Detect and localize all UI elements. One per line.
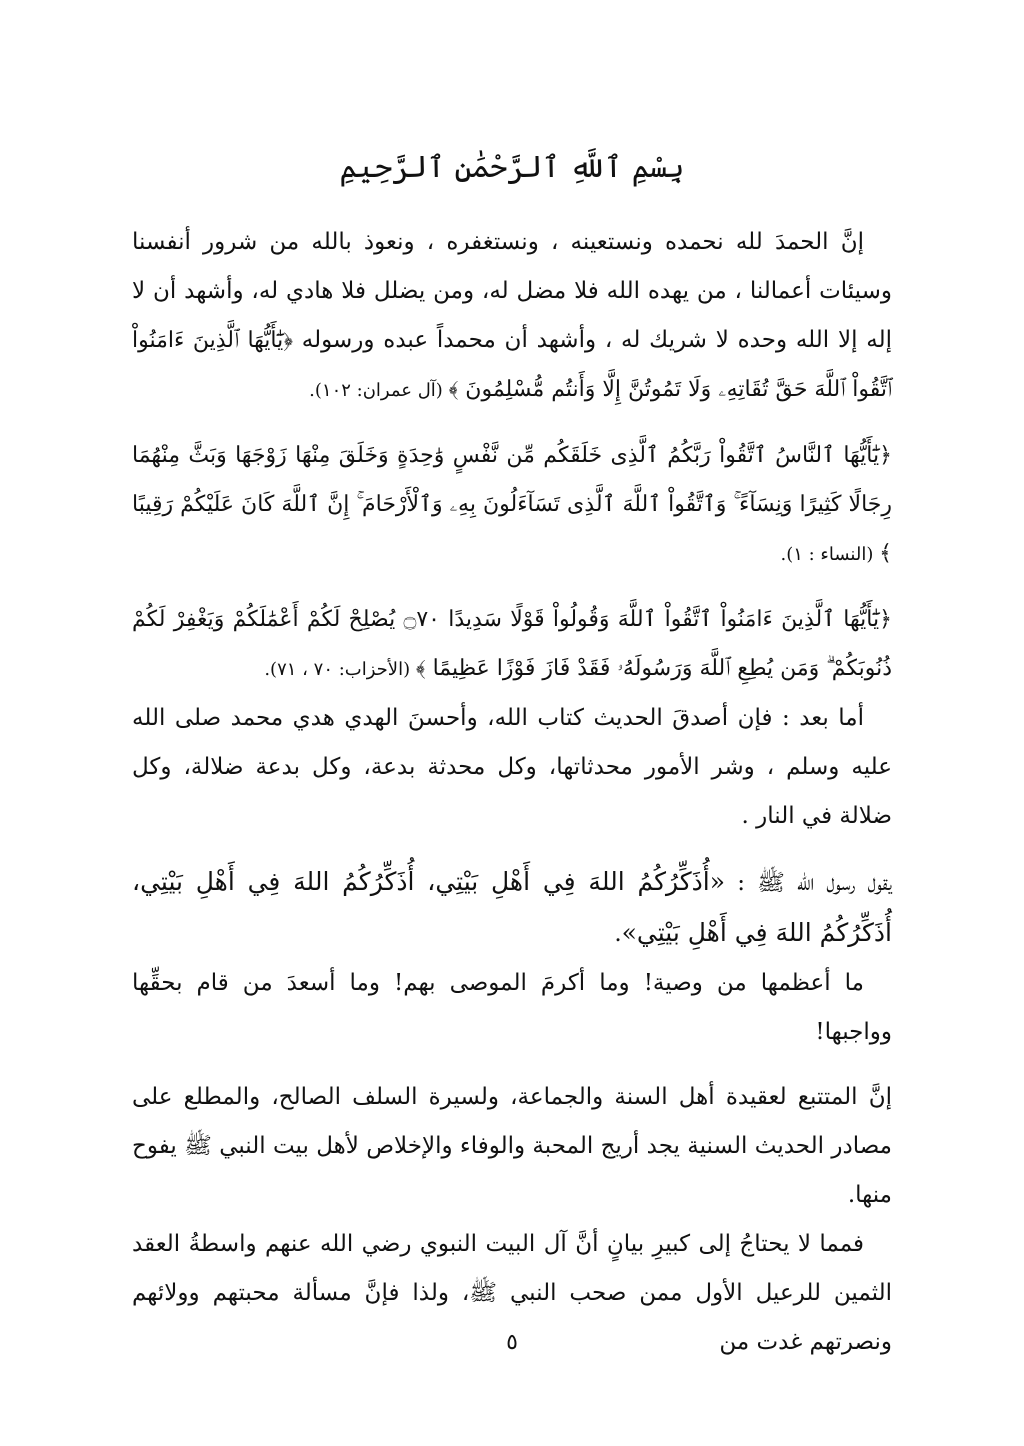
quran-verse: ﴿يَٰٓأَيُّهَا ٱلنَّاسُ ٱتَّقُواْ رَبَّكُمُ ٱلَّذِى خَلَقَكُم مِّن نَّفْسٍ وَٰحِدَةٍ وَخَلَقَ مِنْهَا زَوْجَهَا وَبَثَّ مِنْهُمَا رِجَالًا كَثِيرًا وَنِسَآءً ۚ وَٱتَّقُواْ ٱللَّهَ ٱلَّذِى تَسَآءَلُونَ بِهِۦ وَٱلْأَرْحَامَ ۚ إِنَّ ٱللَّهَ كَانَ عَلَيْكُمْ رَقِيبًا ﴾ — [132, 443, 892, 566]
page-number: ٥ — [506, 1330, 518, 1355]
paragraph-amma-bad: أما بعد : فإن أصدقَ الحديث كتاب الله، وأحسنَ الهدي هدي محمد صلى الله عليه وسلم ، وشر الأمور محدثاتها، وكل محدثة بدعة، وكل بدعة ضلالة، وكل ضلالة في النار . — [132, 705, 892, 829]
body-text — [132, 218, 892, 1367]
paragraph-ahl-bayt: فمما لا يحتاجُ إلى كبيرِ بيانٍ أنَّ آل البيت النبوي رضي الله عنهم واسطةُ العقد الثمين للرعيل الأول ممن صحب النبي ﷺ، ولذا فإنَّ مسألة محبتهم وولائهم ونصرتهم غدت من — [132, 1231, 892, 1355]
paragraph-exclamation: ما أعظمها من وصية! وما أكرمَ الموصى بهم! وما أسعدَ من قام بحقِّها وواجبها! — [132, 970, 892, 1045]
verse-reference: (النساء : ١). — [780, 544, 880, 565]
verse-reference: (الأحزاب: ٧٠ ، ٧١). — [264, 659, 416, 680]
paragraph-hadith — [132, 857, 892, 959]
basmala-heading: بِسْمِ ٱللَّهِ ٱلرَّحْمَٰنِ ٱلرَّحِيمِ — [339, 150, 685, 185]
paragraph-verse-ahzab — [132, 595, 892, 694]
paragraph-follower: إنَّ المتتبع لعقيدة أهل السنة والجماعة، ولسيرة السلف الصالح، والمطلع على مصادر الحديث السنية يجد أريج المحبة والوفاء والإخلاص لأهل بيت النبي ﷺ يفوح منها. — [132, 1084, 892, 1208]
quran-verse: ﴿يَٰٓأَيُّهَا ٱلَّذِينَ ءَامَنُواْ ٱتَّقُواْ ٱللَّهَ وَقُولُواْ قَوْلًا سَدِيدًا ۝٧٠ يُصْلِحْ لَكُمْ أَعْمَٰلَكُمْ وَيَغْفِرْ لَكُمْ ذُنُوبَكُمْ ۗ وَمَن يُطِعِ ٱللَّهَ وَرَسُولَهُۥ فَقَدْ فَازَ فَوْزًا عَظِيمًا ﴾ — [132, 607, 892, 681]
paragraph-verse-nisa — [132, 431, 892, 579]
verse-reference: (آل عمران: ١٠٢). — [309, 380, 449, 401]
hadith-intro: يقول رسول الله ﷺ : — [725, 870, 892, 896]
opening-text: إنَّ الحمدَ لله نحمده ونستعينه ، ونستغفره ، ونعوذ بالله من شرور أنفسنا وسيئات أعمالنا ، من يهده الله فلا مضل له، ومن يضلل فلا هادي له، وأشهد أن لا إله إلا الله وحده لا شريك له ، وأشهد أن محمداً عبده ورسوله — [132, 229, 893, 353]
quran-verse: ﴿يَٰٓأَيُّهَا ٱلَّذِينَ ءَامَنُواْ ٱتَّقُواْ ٱللَّهَ حَقَّ تُقَاتِهِۦ وَلَا تَمُوتُنَّ إِلَّا وَأَنتُم مُّسْلِمُونَ ﴾ — [132, 328, 892, 402]
hadith-text: «أُذَكِّرُكُمُ اللهَ فِي أَهْلِ بَيْتِي، أُذَكِّرُكُمُ اللهَ فِي أَهْلِ بَيْتِي، أُذَكِّرُكُمُ اللهَ فِي أَهْلِ بَيْتِي» — [132, 867, 892, 947]
hadith-end: . — [614, 921, 622, 947]
paragraph-opening-praise — [132, 218, 892, 415]
